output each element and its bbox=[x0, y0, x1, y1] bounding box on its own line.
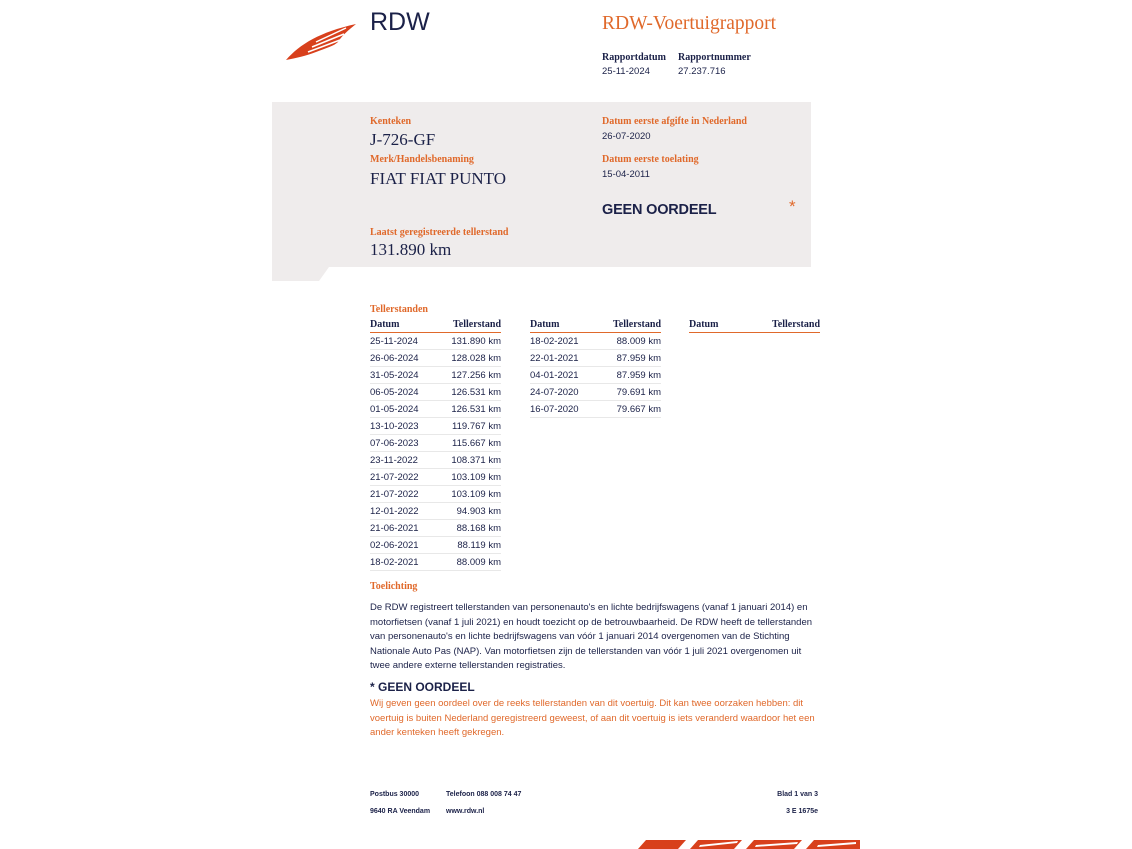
verdict-explanation-text: Wij geven geen oordeel over de reeks tellerstanden van dit voertuig. Dit kan twee oorzaken hebben: dit voertuig is buiten Nederland geregistreerd geweest, of aan dit voertuig is iets veranderd waardoor het een ander kenteken heeft gekregen. bbox=[370, 698, 815, 739]
first-admission-value: 15-04-2011 bbox=[602, 169, 650, 180]
first-nl-value: 26-07-2020 bbox=[602, 131, 651, 142]
table-row bbox=[530, 367, 661, 384]
table-row bbox=[370, 537, 501, 554]
decorative-stripes bbox=[638, 840, 860, 849]
summary-panel bbox=[272, 102, 811, 281]
row-date: 04-01-2021 bbox=[530, 370, 579, 381]
row-reading: 88.009 km bbox=[456, 557, 501, 568]
footer-website: www.rdw.nl bbox=[446, 808, 485, 815]
table-row bbox=[370, 520, 501, 537]
odometer-table-2 bbox=[530, 319, 661, 418]
explanation-text: De RDW registreert tellerstanden van personenauto's en lichte bedrijfswagens (vanaf 1 januari 2014) en motorfietsen (vanaf 1 juli 2021) en houdt toezicht op de betrouwbaarheid. De RDW heeft de tellerstanden van personenauto's en lichte bedrijfswagens van vóór 1 januari 2014 overgenomen van de Stichting Nationale Auto Pas (NAP). Van motorfietsen zijn de tellerstanden van vóór 1 juli 2021 overgenomen uit twee andere externe tellerstanden registraties. bbox=[370, 602, 813, 672]
verdict-star: * bbox=[789, 197, 796, 216]
table-row bbox=[530, 384, 661, 401]
make-value: FIAT FIAT PUNTO bbox=[370, 169, 507, 188]
report-date-label: Rapportdatum bbox=[602, 52, 666, 63]
row-reading: 119.767 km bbox=[452, 421, 501, 432]
table-row bbox=[530, 333, 661, 350]
column-date-header: Datum bbox=[530, 319, 560, 330]
table-header bbox=[689, 319, 820, 333]
row-date: 26-06-2024 bbox=[370, 353, 419, 364]
row-reading: 79.667 km bbox=[616, 404, 661, 415]
footer-address-line-1: Postbus 30000 bbox=[370, 791, 420, 798]
row-reading: 88.168 km bbox=[456, 523, 501, 534]
table-row bbox=[370, 367, 501, 384]
row-date: 01-05-2024 bbox=[370, 404, 419, 415]
row-date: 23-11-2022 bbox=[370, 455, 418, 466]
plate-value: J-726-GF bbox=[370, 130, 436, 149]
odometer-value: 131.890 km bbox=[370, 240, 452, 259]
row-reading: 128.028 km bbox=[451, 353, 501, 364]
row-date: 07-06-2023 bbox=[370, 438, 419, 449]
row-date: 25-11-2024 bbox=[370, 336, 418, 347]
row-reading: 88.009 km bbox=[616, 336, 661, 347]
column-reading-header: Tellerstand bbox=[613, 319, 661, 330]
column-date-header: Datum bbox=[370, 319, 400, 330]
row-date: 13-10-2023 bbox=[370, 421, 419, 432]
row-reading: 108.371 km bbox=[451, 455, 501, 466]
table-header bbox=[530, 319, 661, 333]
footer-phone: Telefoon 088 008 74 47 bbox=[446, 791, 522, 798]
row-reading: 103.109 km bbox=[451, 472, 501, 483]
table-row bbox=[370, 401, 501, 418]
table-row bbox=[370, 418, 501, 435]
row-date: 18-02-2021 bbox=[530, 336, 579, 347]
row-date: 21-07-2022 bbox=[370, 489, 419, 500]
row-date: 12-01-2022 bbox=[370, 506, 419, 517]
table-row bbox=[370, 554, 501, 571]
row-date: 02-06-2021 bbox=[370, 540, 419, 551]
odometer-label: Laatst geregistreerde tellerstand bbox=[370, 227, 509, 238]
column-reading-header: Tellerstand bbox=[772, 319, 820, 330]
row-reading: 126.531 km bbox=[451, 387, 501, 398]
first-admission-label: Datum eerste toelating bbox=[602, 154, 699, 165]
row-date: 21-07-2022 bbox=[370, 472, 419, 483]
row-reading: 126.531 km bbox=[451, 404, 501, 415]
table-row bbox=[530, 350, 661, 367]
row-reading: 127.256 km bbox=[451, 370, 501, 381]
odometer-tables-heading: Tellerstanden bbox=[370, 304, 428, 315]
row-reading: 87.959 km bbox=[616, 353, 661, 364]
column-date-header: Datum bbox=[689, 319, 719, 330]
table-row bbox=[370, 486, 501, 503]
report-title: RDW-Voertuigrapport bbox=[602, 13, 777, 34]
row-reading: 131.890 km bbox=[451, 336, 501, 347]
row-date: 16-07-2020 bbox=[530, 404, 579, 415]
verdict: GEEN OORDEEL bbox=[602, 202, 717, 218]
report-number: 27.237.716 bbox=[678, 66, 726, 77]
report-number-label: Rapportnummer bbox=[678, 52, 751, 63]
footer-address-line-2: 9640 RA Veendam bbox=[370, 808, 431, 815]
table-row bbox=[530, 401, 661, 418]
footer-page-number: Blad 1 van 3 bbox=[777, 791, 818, 798]
odometer-table-3 bbox=[689, 319, 820, 333]
row-date: 22-01-2021 bbox=[530, 353, 579, 364]
table-row bbox=[370, 503, 501, 520]
plate-label: Kenteken bbox=[370, 116, 412, 127]
row-date: 06-05-2024 bbox=[370, 387, 419, 398]
brand-name: RDW bbox=[370, 8, 430, 36]
explanation-heading: Toelichting bbox=[370, 581, 418, 592]
row-reading: 87.959 km bbox=[616, 370, 661, 381]
table-header bbox=[370, 319, 501, 333]
table-row bbox=[370, 452, 501, 469]
table-row bbox=[370, 384, 501, 401]
row-reading: 88.119 km bbox=[457, 540, 501, 551]
verdict-explanation-heading: * GEEN OORDEEL bbox=[370, 680, 475, 694]
odometer-table-1 bbox=[370, 319, 501, 571]
column-reading-header: Tellerstand bbox=[453, 319, 501, 330]
report-date: 25-11-2024 bbox=[602, 66, 650, 77]
row-reading: 115.667 km bbox=[452, 438, 501, 449]
table-row bbox=[370, 350, 501, 367]
footer-document-code: 3 E 1675e bbox=[786, 808, 818, 815]
first-nl-label: Datum eerste afgifte in Nederland bbox=[602, 116, 747, 127]
row-reading: 103.109 km bbox=[451, 489, 501, 500]
row-reading: 79.691 km bbox=[616, 387, 661, 398]
make-label: Merk/Handelsbenaming bbox=[370, 154, 474, 165]
row-date: 18-02-2021 bbox=[370, 557, 419, 568]
table-row bbox=[370, 435, 501, 452]
row-date: 24-07-2020 bbox=[530, 387, 579, 398]
table-row bbox=[370, 333, 501, 350]
rdw-wing-icon bbox=[286, 22, 358, 62]
row-date: 31-05-2024 bbox=[370, 370, 419, 381]
row-date: 21-06-2021 bbox=[370, 523, 419, 534]
table-row bbox=[370, 469, 501, 486]
row-reading: 94.903 km bbox=[456, 506, 501, 517]
